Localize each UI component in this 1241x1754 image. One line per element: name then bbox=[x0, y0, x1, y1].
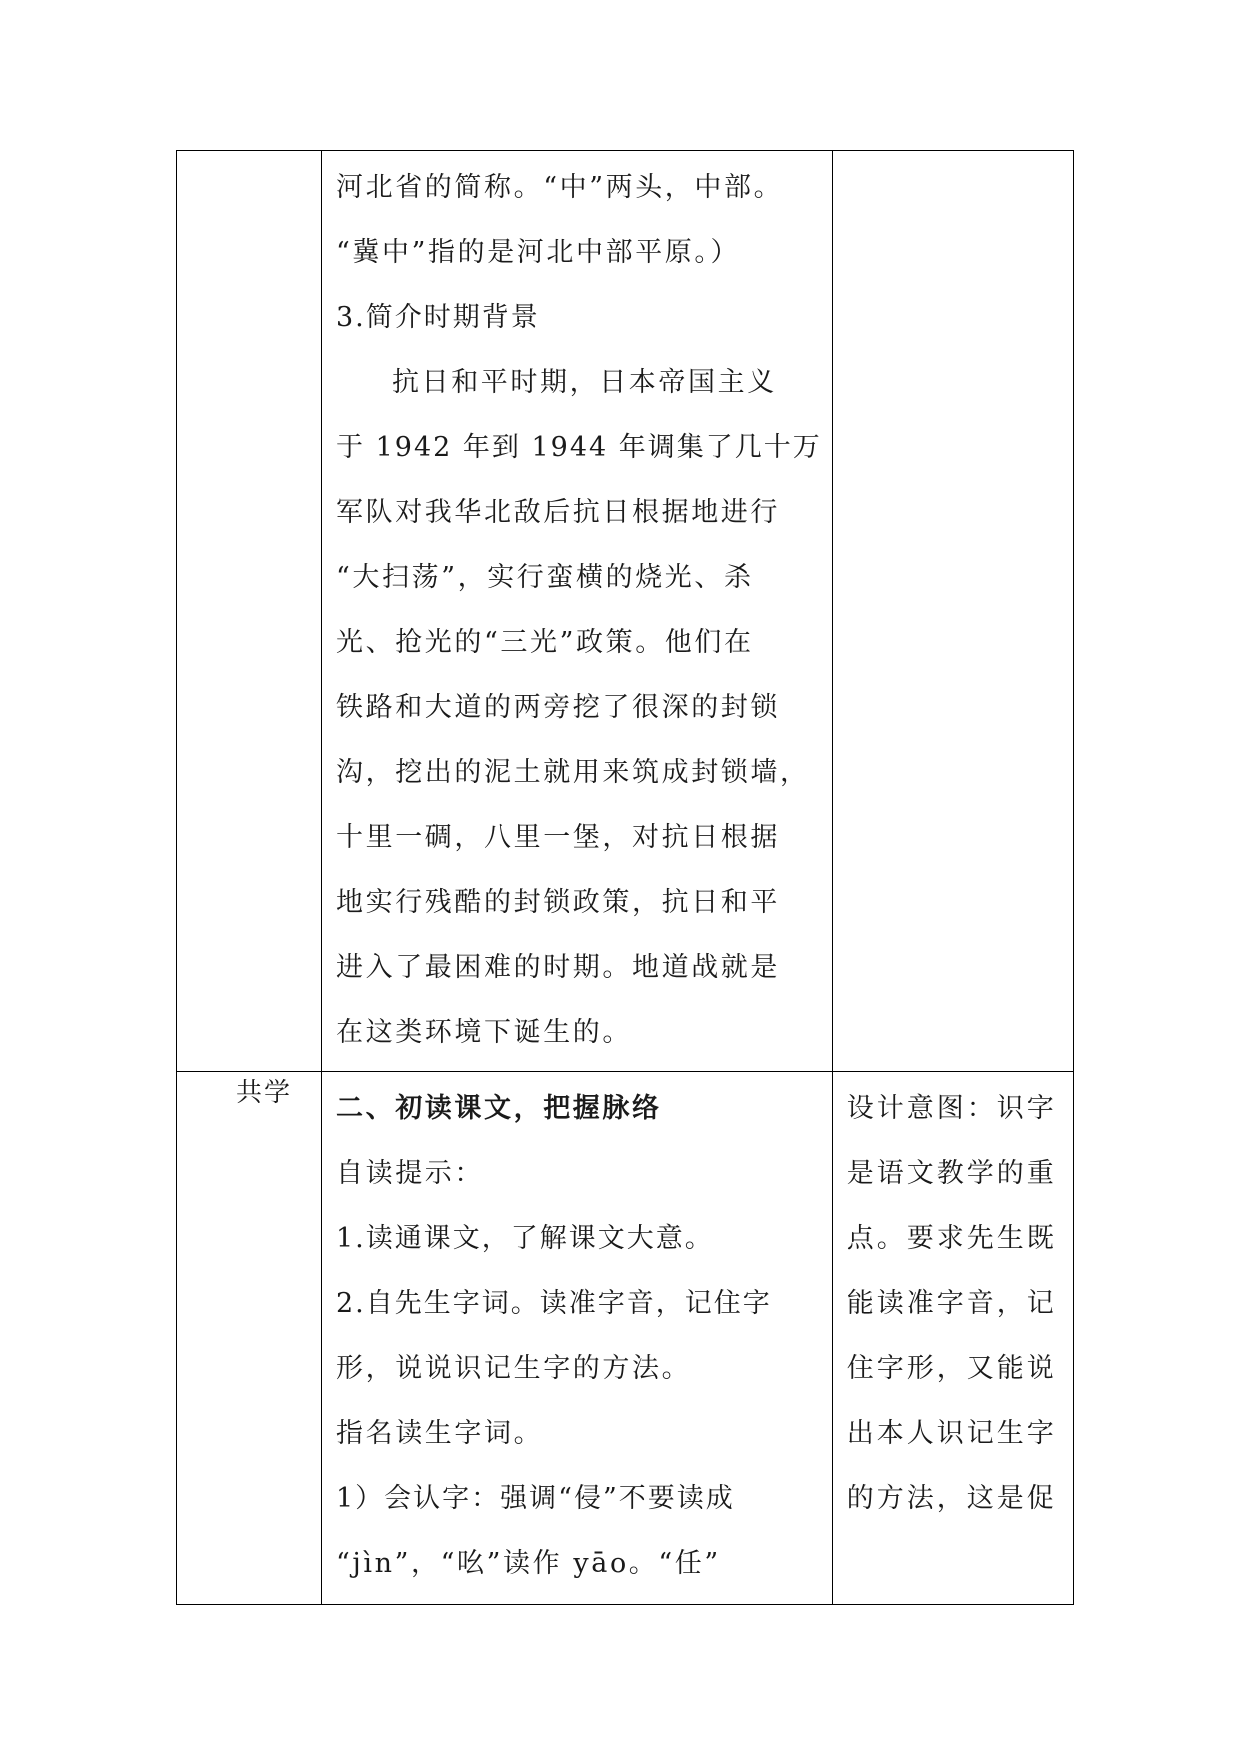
note-line: 出本人识记生字 bbox=[846, 1418, 1057, 1449]
design-note-cell bbox=[832, 1072, 1073, 1605]
table-row bbox=[177, 1072, 1074, 1605]
text-line: 在这类环境下诞生的。 bbox=[336, 1017, 632, 1048]
text-line: 1）会认字：强调“侵”不要读成 bbox=[336, 1483, 735, 1514]
content-cell bbox=[322, 151, 833, 1072]
text-line: “jìn”，“吆”读作 yāo。“任” bbox=[336, 1548, 721, 1579]
note-line: 点。要求先生既 bbox=[846, 1223, 1057, 1254]
text-line: 指名读生字词。 bbox=[336, 1418, 544, 1449]
text-line: 地实行残酷的封锁政策，抗日和平 bbox=[336, 887, 780, 918]
stage-cell bbox=[177, 1072, 322, 1605]
text-line: 铁路和大道的两旁挖了很深的封锁 bbox=[336, 692, 780, 723]
note-line: 设计意图：识字 bbox=[846, 1093, 1057, 1124]
note-line: 的方法，这是促 bbox=[846, 1483, 1057, 1514]
text-line: 沟，挖出的泥土就用来筑成封锁墙， bbox=[336, 757, 810, 788]
text-line: 于 1942 年到 1944 年调集了几十万 bbox=[336, 432, 822, 463]
text-line: “冀中”指的是河北中部平原。） bbox=[336, 237, 741, 268]
section-heading: 二、初读课文，把握脉络 bbox=[336, 1093, 662, 1124]
stage-cell-empty bbox=[177, 151, 322, 1072]
lesson-plan-table bbox=[176, 150, 1074, 1605]
design-note-text bbox=[833, 1072, 1073, 1539]
text-line: 2.自先生字词。读准字音，记住字 bbox=[336, 1288, 772, 1319]
content-cell bbox=[322, 1072, 833, 1605]
note-line: 住字形，又能说 bbox=[846, 1353, 1057, 1384]
table-row bbox=[177, 151, 1074, 1072]
note-line: 是语文教学的重 bbox=[846, 1158, 1057, 1189]
text-line: 光、抢光的“三光”政策。他们在 bbox=[336, 627, 754, 658]
section-heading: 3.简介时期背景 bbox=[336, 302, 540, 333]
text-line: 形，说说识记生字的方法。 bbox=[336, 1353, 692, 1384]
stage-label: 共学 bbox=[235, 1078, 292, 1108]
text-line: 自读提示： bbox=[336, 1158, 484, 1189]
text-line: 进入了最困难的时期。地道战就是 bbox=[336, 952, 780, 983]
text-line: 抗日和平时期，日本帝国主义 bbox=[392, 367, 777, 398]
text-line: 十里一碉，八里一堡，对抗日根据 bbox=[336, 822, 780, 853]
text-line: 河北省的简称。“中”两头，中部。 bbox=[336, 172, 784, 203]
note-line: 能读准字音，记 bbox=[846, 1288, 1057, 1319]
text-line: 1.读通课文，了解课文大意。 bbox=[336, 1223, 714, 1254]
content-text bbox=[322, 1072, 832, 1604]
text-line: 军队对我华北敌后抗日根据地进行 bbox=[336, 497, 780, 528]
design-note-cell-empty bbox=[832, 151, 1073, 1072]
text-line: “大扫荡”，实行蛮横的烧光、杀 bbox=[336, 562, 754, 593]
content-text bbox=[322, 151, 832, 1071]
